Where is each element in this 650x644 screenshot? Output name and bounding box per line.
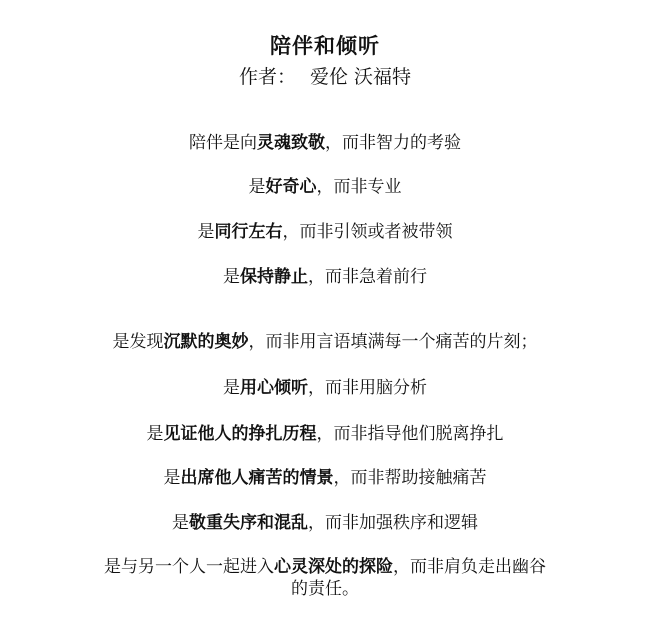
poem-line: 是同行左右，而非引领或者被带领 [197, 222, 453, 242]
poem-line: 是保持静止，而非急着前行 [223, 267, 427, 287]
emphasis: 敬重失序和混乱 [189, 513, 308, 533]
poem-title: 陪伴和倾听 [270, 34, 380, 58]
emphasis: 保持静止 [240, 267, 308, 287]
poem-line: 是见证他人的挣扎历程，而非指导他们脱离挣扎 [146, 424, 504, 444]
poem-line: 是出席他人痛苦的情景，而非帮助接触痛苦 [163, 468, 487, 488]
poem-line [0, 556, 650, 600]
poem-line: 是敬重失序和混乱，而非加强秩序和逻辑 [172, 513, 478, 533]
emphasis: 同行左右 [214, 222, 283, 242]
poem-line-first: 是与另一个人一起进入心灵深处的探险，而非肩负走出幽谷 [104, 557, 546, 577]
emphasis: 见证他人的挣扎历程 [163, 424, 317, 444]
author-label: 作者： [238, 66, 296, 88]
author-name: 爱伦 沃福特 [309, 66, 412, 88]
emphasis: 出席他人痛苦的情景 [180, 468, 334, 488]
author-line [0, 62, 650, 89]
poem-line: 是发现沉默的奥妙，而非用言语填满每一个痛苦的片刻； [112, 332, 538, 352]
emphasis: 沉默的奥妙 [163, 332, 249, 352]
emphasis: 用心倾听 [240, 378, 308, 398]
poem-line: 是好奇心，而非专业 [248, 177, 402, 197]
poem-line-continuation: 的责任。 [291, 579, 359, 599]
emphasis: 好奇心 [265, 177, 317, 197]
poem-line: 陪伴是向灵魂致敬，而非智力的考验 [189, 133, 461, 153]
poem-line: 是用心倾听，而非用脑分析 [223, 378, 427, 398]
emphasis: 心灵深处的探险 [274, 557, 393, 577]
emphasis: 灵魂致敬 [257, 133, 325, 153]
